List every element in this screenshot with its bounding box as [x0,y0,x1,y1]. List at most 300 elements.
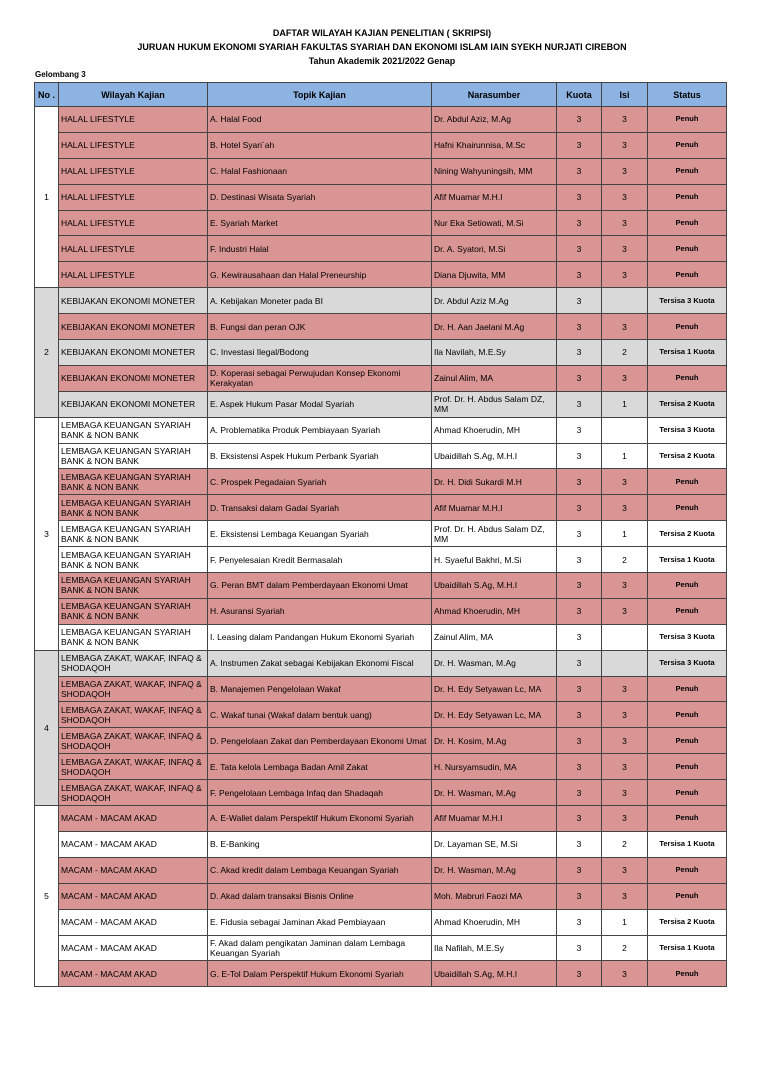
cell-status-text: Tersisa 3 Kuota [659,658,715,668]
cell-isi-text: 3 [622,269,627,280]
cell-wilayah [59,340,208,366]
cell-status [648,909,727,935]
cell-narasumber-text: Dr. Layaman SE, M.Si [434,839,518,850]
cell-isi-text: 3 [622,968,627,979]
cell-status-text: Penuh [675,580,699,590]
cell-kuota-text: 3 [576,917,582,928]
cell-status-text: Tersisa 1 Kuota [659,347,715,357]
cell-kuota [557,107,602,133]
cell-narasumber [432,806,557,832]
cell-wilayah-text: LEMBAGA KEUANGAN SYARIAH BANK & NON BANK [61,497,191,518]
col-header-topik: Topik Kajian [208,83,432,107]
table-row [35,521,727,547]
cell-topik [208,754,432,780]
cell-kuota [557,624,602,650]
cell-status [648,417,727,443]
cell-topik [208,728,432,754]
table-row [35,547,727,573]
cell-status-text: Penuh [675,192,699,202]
cell-narasumber-text: Dr. H. Didi Sukardi M.H [434,476,522,487]
table-row [35,184,727,210]
cell-wilayah-text: HALAL LIFESTYLE [61,114,135,125]
cell-isi-text: 3 [622,813,627,824]
cell-topik-text: F. Pengelolaan Lembaga Infaq dan Shadaqah [210,787,383,798]
cell-topik-text: D. Destinasi Wisata Syariah [210,192,316,203]
cell-kuota [557,547,602,573]
cell-kuota [557,210,602,236]
cell-kuota-text: 3 [576,347,582,358]
cell-kuota-text: 3 [576,761,582,772]
cell-topik [208,883,432,909]
cell-isi [602,754,648,780]
table-row [35,702,727,728]
cell-kuota-text: 3 [576,295,582,306]
cell-topik-text: E. Tata kelola Lembaga Badan Amil Zakat [210,761,368,772]
cell-wilayah [59,365,208,391]
cell-narasumber-text: Prof. Dr. H. Abdus Salam DZ, MM [434,523,545,544]
cell-wilayah [59,780,208,806]
cell-status [648,236,727,262]
research-topics-table [34,82,727,987]
cell-wilayah-text: MACAM - MACAM AKAD [61,813,157,824]
cell-topik-text: F. Industri Halal [210,243,269,254]
cell-wilayah [59,495,208,521]
cell-wilayah-text: LEMBAGA ZAKAT, WAKAF, INFAQ & SHODAQOH [61,730,202,751]
cell-isi [602,624,648,650]
cell-status [648,883,727,909]
cell-isi [602,935,648,961]
cell-kuota [557,469,602,495]
cell-narasumber-text: Dr. H. Edy Setyawan Lc, MA [434,709,542,720]
cell-wilayah-text: LEMBAGA KEUANGAN SYARIAH BANK & NON BANK [61,627,191,648]
cell-wilayah [59,288,208,314]
cell-wilayah-text: HALAL LIFESTYLE [61,166,135,177]
cell-wilayah-text: LEMBAGA KEUANGAN SYARIAH BANK & NON BANK [61,420,191,441]
cell-narasumber-text: Ila Navilah, M.E.Sy [434,347,506,358]
cell-status [648,831,727,857]
cell-wilayah [59,443,208,469]
cell-status [648,806,727,832]
cell-topik [208,909,432,935]
table-row [35,340,727,366]
cell-kuota-text: 3 [576,192,582,203]
cell-kuota [557,365,602,391]
cell-topik [208,469,432,495]
cell-narasumber-text: H. Syaeful Bakhri, M.Si [434,554,522,565]
cell-wilayah [59,624,208,650]
cell-isi [602,469,648,495]
cell-narasumber-text: Dr. Abdul Aziz M.Ag [434,295,509,306]
table-row [35,650,727,676]
cell-wilayah-text: LEMBAGA ZAKAT, WAKAF, INFAQ & SHODAQOH [61,653,202,674]
table-row [35,443,727,469]
cell-topik-text: A. E-Wallet dalam Perspektif Hukum Ekonomi Syariah [210,813,414,824]
cell-isi [602,521,648,547]
cell-isi [602,598,648,624]
cell-status [648,521,727,547]
cell-kuota-text: 3 [576,166,582,177]
cell-topik [208,417,432,443]
cell-kuota-text: 3 [576,632,582,643]
col-header-wilayah: Wilayah Kajian [59,83,208,107]
cell-kuota-text: 3 [576,580,582,591]
cell-status-text: Tersisa 3 Kuota [659,425,715,435]
cell-narasumber-text: Afif Muamar M.H.I [434,813,503,824]
cell-narasumber-text: H. Nursyamsudin, MA [434,761,517,772]
cell-status-text: Penuh [675,813,699,823]
table-row [35,676,727,702]
cell-narasumber-text: Afif Muamar M.H.I [434,502,503,513]
cell-narasumber [432,262,557,288]
cell-wilayah-text: KEBIJAKAN EKONOMI MONETER [61,295,196,306]
cell-wilayah-text: LEMBAGA KEUANGAN SYARIAH BANK & NON BANK [61,446,191,467]
cell-status-text: Tersisa 2 Kuota [659,451,715,461]
cell-status-text: Tersisa 2 Kuota [659,399,715,409]
cell-isi-text: 3 [622,865,627,876]
cell-wilayah-text: HALAL LIFESTYLE [61,140,135,151]
cell-wilayah [59,676,208,702]
cell-wilayah [59,857,208,883]
cell-topik [208,443,432,469]
cell-wilayah-text: MACAM - MACAM AKAD [61,917,157,928]
cell-status [648,780,727,806]
cell-narasumber [432,573,557,599]
cell-kuota-text: 3 [576,968,582,979]
cell-kuota [557,443,602,469]
cell-narasumber-text: Dr. H. Aan Jaelani M.Ag [434,321,525,332]
cell-narasumber-text: Ahmad Khoerudin, MH [434,425,520,436]
cell-kuota [557,780,602,806]
cell-narasumber-text: Diana Djuwita, MM [434,269,506,280]
cell-status [648,754,727,780]
cell-wilayah-text: MACAM - MACAM AKAD [61,865,157,876]
table-row [35,132,727,158]
cell-isi [602,288,648,314]
cell-isi [602,495,648,521]
cell-topik-text: C. Investasi Ilegal/Bodong [210,347,309,358]
cell-kuota [557,598,602,624]
cell-wilayah-text: LEMBAGA KEUANGAN SYARIAH BANK & NON BANK [61,549,191,570]
cell-narasumber [432,210,557,236]
cell-status-text: Penuh [675,269,699,279]
cell-kuota-text: 3 [576,709,582,720]
cell-narasumber-text: Zainul Alim, MA [434,373,494,384]
cell-topik [208,107,432,133]
cell-status [648,624,727,650]
cell-isi [602,443,648,469]
cell-isi [602,806,648,832]
cell-topik-text: I. Leasing dalam Pandangan Hukum Ekonomi Syariah [210,632,415,643]
cell-isi [602,728,648,754]
cell-topik-text: A. Instrumen Zakat sebagai Kebijakan Ekonomi Fiscal [210,658,414,669]
cell-narasumber [432,340,557,366]
cell-topik [208,676,432,702]
cell-wilayah-text: KEBIJAKAN EKONOMI MONETER [61,321,196,332]
cell-narasumber [432,365,557,391]
cell-isi-text: 1 [622,917,627,928]
cell-narasumber [432,288,557,314]
cell-topik [208,573,432,599]
cell-isi-text: 2 [622,347,627,358]
cell-wilayah [59,391,208,417]
cell-narasumber [432,935,557,961]
cell-wilayah-text: LEMBAGA ZAKAT, WAKAF, INFAQ & SHODAQOH [61,704,202,725]
cell-kuota [557,573,602,599]
cell-wilayah-text: MACAM - MACAM AKAD [61,942,157,953]
cell-topik [208,857,432,883]
cell-isi-text: 3 [622,166,627,177]
cell-kuota [557,262,602,288]
cell-status [648,158,727,184]
cell-isi [602,909,648,935]
cell-isi [602,391,648,417]
table-row [35,365,727,391]
table-row [35,883,727,909]
cell-status-text: Tersisa 2 Kuota [659,528,715,538]
cell-topik [208,547,432,573]
cell-isi-text: 3 [622,761,627,772]
cell-narasumber [432,443,557,469]
cell-wilayah [59,107,208,133]
cell-narasumber-text: Dr. H. Wasman, M.Ag [434,865,516,876]
col-header-kuota: Kuota [557,83,602,107]
cell-narasumber [432,598,557,624]
table-row [35,495,727,521]
cell-status-text: Tersisa 3 Kuota [659,632,715,642]
cell-narasumber-text: Ila Nafilah, M.E.Sy [434,942,504,953]
table-row [35,754,727,780]
cell-status [648,702,727,728]
cell-status [648,935,727,961]
cell-kuota-text: 3 [576,839,582,850]
cell-isi [602,236,648,262]
cell-kuota-text: 3 [576,606,582,617]
cell-isi [602,883,648,909]
cell-status [648,547,727,573]
cell-narasumber [432,961,557,987]
cell-narasumber-text: Dr. Abdul Aziz, M.Ag [434,114,512,125]
cell-status-text: Tersisa 1 Kuota [659,839,715,849]
cell-status [648,365,727,391]
cell-narasumber [432,417,557,443]
cell-narasumber-text: Dr. A. Syatori, M.Si [434,243,506,254]
cell-topik-text: B. Hotel Syari`ah [210,140,275,151]
cell-status [648,650,727,676]
document-subtitle: JURUAN HUKUM EKONOMI SYARIAH FAKULTAS SYARIAH DAN EKONOMI ISLAM IAIN SYEKH NURJATI CIREBON [137,42,627,52]
cell-narasumber-text: Nining Wahyuningsih, MM [434,166,533,177]
cell-isi-text: 3 [622,218,627,228]
cell-isi [602,961,648,987]
cell-status-text: Penuh [675,761,699,771]
cell-kuota-text: 3 [576,554,582,565]
cell-isi [602,365,648,391]
cell-topik-text: C. Akad kredit dalam Lembaga Keuangan Syariah [210,865,399,876]
cell-topik [208,262,432,288]
table-row [35,107,727,133]
cell-wilayah-text: KEBIJAKAN EKONOMI MONETER [61,373,196,384]
cell-topik-text: A. Kebijakan Moneter pada BI [210,295,323,306]
cell-kuota [557,417,602,443]
cell-kuota [557,935,602,961]
cell-wilayah [59,598,208,624]
col-header-narasumber: Narasumber [432,83,557,107]
cell-kuota-text: 3 [576,476,582,487]
table-row [35,236,727,262]
cell-narasumber [432,521,557,547]
table-row [35,806,727,832]
cell-topik-text: G. Peran BMT dalam Pemberdayaan Ekonomi Umat [210,580,408,591]
cell-kuota-text: 3 [576,658,582,669]
cell-isi-text: 3 [622,243,627,254]
cell-isi [602,702,648,728]
table-row [35,262,727,288]
cell-status [648,676,727,702]
cell-wilayah [59,883,208,909]
cell-narasumber-text: Dr. H. Edy Setyawan Lc, MA [434,684,542,695]
cell-narasumber [432,547,557,573]
cell-kuota-text: 3 [576,813,582,824]
cell-kuota-text: 3 [576,114,582,125]
cell-isi-text: 3 [622,114,627,125]
cell-wilayah [59,961,208,987]
cell-isi [602,340,648,366]
cell-isi [602,650,648,676]
cell-topik-text: B. Manajemen Pengelolaan Wakaf [210,684,341,695]
cell-kuota [557,521,602,547]
cell-wilayah-text: HALAL LIFESTYLE [61,269,135,280]
cell-status-text: Tersisa 1 Kuota [659,554,715,564]
cell-topik-text: F. Akad dalam pengikatan Jaminan dalam Lembaga Keuangan Syariah [210,937,406,958]
document-title: DAFTAR WILAYAH KAJIAN PENELITIAN ( SKRIPSI) [272,28,492,38]
cell-wilayah-text: HALAL LIFESTYLE [61,192,135,203]
cell-status-text: Penuh [675,865,699,875]
cell-status [648,314,727,340]
table-row [35,935,727,961]
cell-kuota [557,883,602,909]
cell-kuota [557,676,602,702]
cell-wilayah [59,184,208,210]
cell-kuota [557,728,602,754]
cell-topik [208,831,432,857]
cell-topik-text: C. Halal Fashionaan [210,166,288,177]
cell-status-text: Penuh [675,684,699,694]
cell-wilayah [59,831,208,857]
cell-isi [602,780,648,806]
cell-kuota-text: 3 [576,451,582,462]
cell-kuota [557,340,602,366]
cell-wilayah [59,909,208,935]
cell-wilayah [59,158,208,184]
cell-topik-text: C. Prospek Pegadaian Syariah [210,476,327,487]
cell-narasumber [432,702,557,728]
cell-status [648,340,727,366]
cell-narasumber [432,857,557,883]
cell-wilayah-text: HALAL LIFESTYLE [61,243,135,254]
cell-wilayah [59,417,208,443]
cell-isi-text: 1 [622,528,627,539]
table-row [35,469,727,495]
cell-status-text: Penuh [675,709,699,719]
cell-isi-text: 3 [622,709,627,720]
cell-status-text: Penuh [675,321,699,331]
cell-topik-text: C. Wakaf tunai (Wakaf dalam bentuk uang) [210,709,372,720]
cell-isi [602,132,648,158]
table-row [35,288,727,314]
cell-status [648,132,727,158]
cell-narasumber [432,236,557,262]
col-header-isi: Isi [602,83,648,107]
cell-topik [208,650,432,676]
cell-narasumber [432,495,557,521]
cell-status [648,961,727,987]
cell-isi [602,158,648,184]
cell-wilayah [59,754,208,780]
cell-narasumber [432,676,557,702]
cell-kuota-text: 3 [576,502,582,513]
table-row [35,573,727,599]
cell-kuota [557,702,602,728]
cell-isi-text: 3 [622,373,627,384]
cell-kuota-text: 3 [576,684,582,695]
cell-status-text: Penuh [675,735,699,745]
cell-topik [208,624,432,650]
cell-isi-text: 2 [622,839,627,850]
col-header-status: Status [648,83,727,107]
cell-isi-text: 3 [622,140,627,151]
cell-narasumber-text: Hafni Khairunnisa, M.Sc [434,140,526,151]
cell-topik-text: B. Fungsi dan peran OJK [210,321,306,332]
cell-topik [208,184,432,210]
cell-kuota-text: 3 [576,218,582,228]
cell-topik-text: B. E-Banking [210,839,260,850]
cell-narasumber [432,909,557,935]
table-row [35,598,727,624]
cell-topik-text: B. Eksistensi Aspek Hukum Perbank Syariah [210,451,379,462]
cell-narasumber-text: Prof. Dr. H. Abdus Salam DZ, MM [434,394,545,415]
cell-narasumber-text: Ahmad Khoerudin, MH [434,917,520,928]
cell-topik [208,806,432,832]
cell-wilayah-text: LEMBAGA KEUANGAN SYARIAH BANK & NON BANK [61,575,191,596]
cell-topik-text: D. Koperasi sebagai Perwujudan Konsep Ekonomi Kerakyatan [210,368,401,389]
cell-narasumber-text: Ubaidillah S.Ag, M.H.I [434,451,518,462]
cell-topik [208,314,432,340]
cell-kuota-text: 3 [576,735,582,746]
cell-topik-text: E. Eksistensi Lembaga Keuangan Syariah [210,528,369,539]
cell-narasumber-text: Zainul Alim, MA [434,632,494,643]
cell-kuota [557,831,602,857]
table-row [35,158,727,184]
cell-topik [208,365,432,391]
cell-wilayah [59,806,208,832]
cell-wilayah-text: MACAM - MACAM AKAD [61,968,157,979]
cell-wilayah [59,236,208,262]
cell-wilayah [59,469,208,495]
table-row [35,961,727,987]
cell-narasumber [432,624,557,650]
cell-isi [602,417,648,443]
cell-isi-text: 3 [622,606,627,617]
cell-status-text: Penuh [675,606,699,616]
cell-status [648,391,727,417]
cell-status-text: Tersisa 2 Kuota [659,917,715,927]
cell-kuota-text: 3 [576,942,582,953]
cell-topik-text: E. Aspek Hukum Pasar Modal Syariah [210,399,355,410]
cell-status [648,262,727,288]
table-row [35,857,727,883]
cell-isi [602,314,648,340]
cell-topik [208,521,432,547]
cell-topik [208,598,432,624]
